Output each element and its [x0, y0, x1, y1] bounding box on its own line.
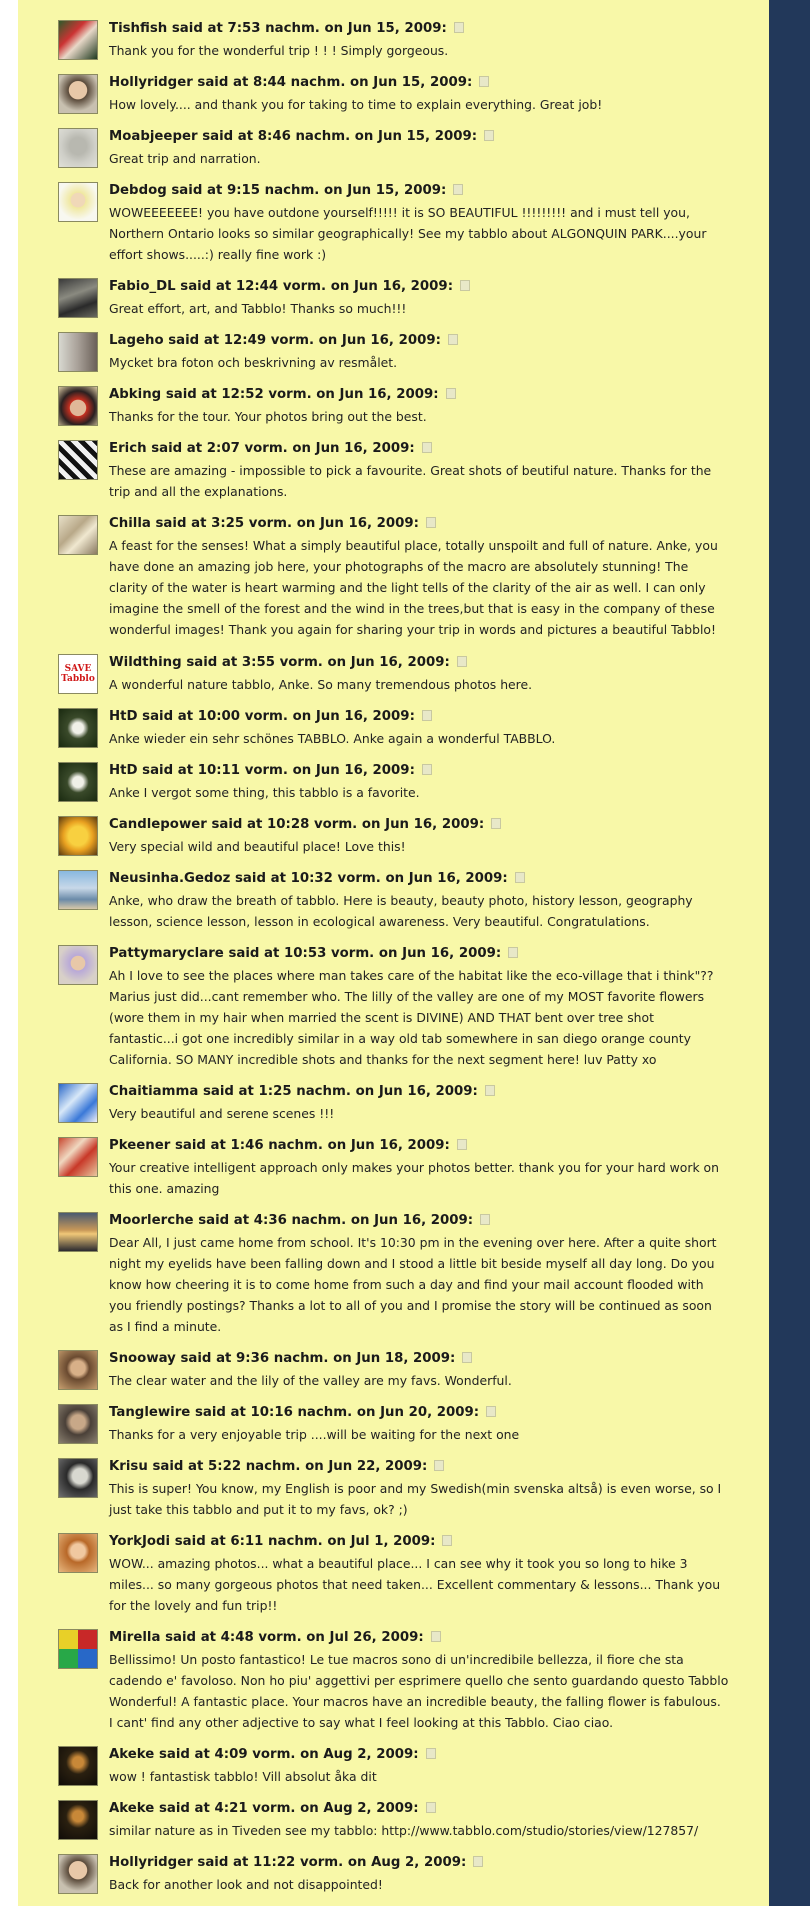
- comment-author[interactable]: Tanglewire: [109, 1405, 191, 1420]
- said-at-label: said at: [158, 1747, 210, 1762]
- flag-icon[interactable]: [434, 1460, 444, 1471]
- avatar[interactable]: [58, 332, 98, 372]
- comment-author[interactable]: Chaitiamma: [109, 1084, 199, 1099]
- comment-header: Neusinha.Gedoz said at 10:32 vorm. on Jun 16, 2009:: [109, 870, 781, 888]
- avatar[interactable]: [58, 278, 98, 318]
- on-label: on: [296, 516, 316, 531]
- comment-header: Akeke said at 4:21 vorm. on Aug 2, 2009:: [109, 1800, 781, 1818]
- comment-time: 12:44 vorm.: [235, 279, 327, 294]
- comment-date: Jun 15, 2009: [347, 21, 442, 36]
- comment-time: 3:25 vorm.: [211, 516, 293, 531]
- comment-text: How lovely.... and thank you for taking to time to explain everything. Great job!: [109, 97, 603, 112]
- comment-author[interactable]: Erich: [109, 441, 147, 456]
- flag-icon[interactable]: [426, 1748, 436, 1759]
- avatar[interactable]: [58, 128, 98, 168]
- on-label: on: [378, 946, 398, 961]
- comment-header: Fabio_DL said at 12:44 vorm. on Jun 16, 2009:: [109, 278, 781, 296]
- comment-text: Great trip and narration.: [109, 151, 261, 166]
- comment-header: Hollyridger said at 8:44 nachm. on Jun 15, 2009:: [109, 74, 781, 92]
- said-at-label: said at: [202, 129, 254, 144]
- avatar[interactable]: [58, 762, 98, 802]
- on-label: on: [292, 441, 311, 456]
- comment-time: 10:32 vorm.: [290, 871, 381, 886]
- on-label: on: [300, 1747, 319, 1762]
- comment-author[interactable]: Pkeener: [109, 1138, 171, 1153]
- comment-author[interactable]: Candlepower: [109, 817, 207, 832]
- on-label: on: [330, 279, 350, 294]
- comment-text: Dear All, I just came home from school. It's 10:30 pm in the evening over here. After a quite short night my eyelids have been falling down and I stood a little bit beside myself all day long. Do you know how cheering it is to come home from such a day and find your mail account flooded with you friendly postings? Thanks a lot to all of you and I promise the story will be continued as soon as I find a minute.: [109, 1235, 717, 1334]
- comment-text: Anke I vergot some thing, this tabblo is a favorite.: [109, 785, 420, 800]
- comment-text: Thank you for the wonderful trip ! ! ! Simply gorgeous.: [109, 43, 449, 58]
- comment-text: Great effort, art, and Tabblo! Thanks so much!!!: [109, 301, 407, 316]
- said-at-label: said at: [197, 75, 249, 90]
- comment-date: Jun 16, 2009: [378, 1084, 473, 1099]
- comment-header: Moorlerche said at 4:36 nachm. on Jun 16, 2009:: [109, 1212, 781, 1230]
- comment-text: Thanks for the tour. Your photos bring out the best.: [109, 409, 427, 424]
- avatar[interactable]: [58, 654, 98, 694]
- comment-author[interactable]: Debdog: [109, 183, 167, 198]
- comment-date: Jun 16, 2009: [385, 817, 479, 832]
- on-label: on: [305, 1459, 324, 1474]
- comment-date: Aug 2, 2009: [371, 1855, 461, 1870]
- comment-text: Very special wild and beautiful place! Love this!: [109, 839, 406, 854]
- avatar[interactable]: [58, 945, 98, 985]
- comment-time: 4:09 vorm.: [214, 1747, 296, 1762]
- comment-text: WOWEEEEEEE! you have outdone yourself!!!!! it is SO BEAUTIFUL !!!!!!!!! and i must tell you, Northern Ontario looks so similar geographically! See my tabblo about ALGONQUIN PARK....your effort shows.....:) really fine work :): [109, 205, 707, 262]
- comment-time: 10:16 nachm.: [250, 1405, 353, 1420]
- said-at-label: said at: [165, 387, 217, 402]
- comment-author[interactable]: HtD: [109, 763, 138, 778]
- on-label: on: [327, 1138, 347, 1153]
- comment-date: Jun 16, 2009: [402, 946, 496, 961]
- said-at-label: said at: [198, 1213, 250, 1228]
- comment-author[interactable]: Hollyridger: [109, 75, 193, 90]
- flag-icon[interactable]: [462, 1352, 472, 1363]
- comment-time: 9:15 nachm.: [226, 183, 320, 198]
- comment-date: Jun 16, 2009: [350, 655, 445, 670]
- comment-header: Pkeener said at 1:46 nachm. on Jun 16, 2009:: [109, 1137, 781, 1155]
- avatar[interactable]: [58, 386, 98, 426]
- said-at-label: said at: [142, 763, 194, 778]
- comment-author[interactable]: Akeke: [109, 1747, 155, 1762]
- avatar[interactable]: [58, 1083, 98, 1123]
- flag-icon[interactable]: [457, 656, 467, 667]
- on-label: on: [361, 817, 381, 832]
- on-label: on: [327, 655, 347, 670]
- on-label: on: [300, 1801, 319, 1816]
- comment-text: This is super! You know, my English is poor and my Swedish(min svenska altså) is even worse, so I just take this tabblo and put it to my favs, ok? ;): [109, 1481, 722, 1517]
- comment-date: Aug 2, 2009: [323, 1801, 414, 1816]
- flag-icon[interactable]: [491, 818, 501, 829]
- avatar[interactable]: [58, 1350, 98, 1390]
- comment-header: Mirella said at 4:48 vorm. on Jul 26, 2009:: [109, 1629, 781, 1647]
- comment-header: Krisu said at 5:22 nachm. on Jun 22, 2009:: [109, 1458, 781, 1476]
- comment-text: These are amazing - impossible to pick a favourite. Great shots of beutiful nature. Thanks for the trip and all the explanations.: [109, 463, 712, 499]
- comment-date: Jun 15, 2009: [378, 129, 472, 144]
- comment-date: Jun 16, 2009: [353, 279, 448, 294]
- on-label: on: [292, 709, 312, 724]
- comment-author[interactable]: Akeke: [109, 1801, 155, 1816]
- flag-icon[interactable]: [457, 1139, 467, 1150]
- said-at-label: said at: [174, 1534, 226, 1549]
- on-label: on: [292, 763, 312, 778]
- on-label: on: [324, 183, 343, 198]
- comment-date: Jun 16, 2009: [374, 1213, 468, 1228]
- said-at-label: said at: [235, 871, 286, 886]
- comment-time: 3:55 vorm.: [241, 655, 323, 670]
- comment-date: Jun 16, 2009: [315, 763, 410, 778]
- comment-time: 4:48 vorm.: [220, 1630, 302, 1645]
- comment-date: Jun 16, 2009: [339, 387, 434, 402]
- page-margin-right: [769, 0, 810, 1906]
- on-label: on: [350, 1213, 370, 1228]
- comment-text: A feast for the senses! What a simply beautiful place, totally unspoilt and full of nature. Anke, you have done an amazing job here, your photographs of the macro are absolutely stunning! The clarity of the water is heart warming and the light tells of the clarity of the air as well. I can only imagine the smell of the forest and the wind in the trees,but that is easy in the company of these wonderful images! Thank you again for sharing your trip in words and pictures a beautiful Tabblo!: [109, 538, 718, 637]
- flag-icon[interactable]: [515, 872, 525, 883]
- said-at-label: said at: [171, 21, 223, 36]
- avatar[interactable]: [58, 515, 98, 555]
- said-at-label: said at: [211, 817, 263, 832]
- flag-icon[interactable]: [454, 22, 464, 33]
- comment-header: HtD said at 10:00 vorm. on Jun 16, 2009:: [109, 708, 781, 726]
- comment-time: 7:53 nachm.: [227, 21, 320, 36]
- said-at-label: said at: [158, 1801, 210, 1816]
- on-label: on: [324, 21, 344, 36]
- avatar[interactable]: [58, 182, 98, 222]
- said-at-label: said at: [171, 183, 223, 198]
- comment-date: Jun 18, 2009: [356, 1351, 451, 1366]
- comment-date: Jun 16, 2009: [315, 441, 410, 456]
- comment-author[interactable]: Pattymaryclare: [109, 946, 224, 961]
- flag-icon[interactable]: [486, 1406, 496, 1417]
- comment-time: 5:22 nachm.: [208, 1459, 301, 1474]
- on-label: on: [356, 1405, 376, 1420]
- comment-text: Anke, who draw the breath of tabblo. Here is beauty, beauty photo, history lesson, geography lesson, science lesson, lesson in ecological awareness. Very beautiful. Congratulations.: [109, 893, 693, 929]
- flag-icon[interactable]: [508, 947, 518, 958]
- avatar[interactable]: [58, 20, 98, 60]
- comment-text: Back for another look and not disappointed!: [109, 1877, 383, 1892]
- on-label: on: [316, 387, 335, 402]
- comment-date: Jun 16, 2009: [350, 1138, 445, 1153]
- comment-time: 6:11 nachm.: [230, 1534, 323, 1549]
- comment-header: Debdog said at 9:15 nachm. on Jun 15, 2009:: [109, 182, 781, 200]
- flag-icon[interactable]: [485, 1085, 495, 1096]
- avatar[interactable]: [58, 708, 98, 748]
- comment-time: 9:36 nachm.: [236, 1351, 329, 1366]
- comment-time: 10:28 vorm.: [267, 817, 358, 832]
- comment-author[interactable]: Hollyridger: [109, 1855, 193, 1870]
- flag-icon[interactable]: [484, 130, 494, 141]
- said-at-label: said at: [202, 1084, 254, 1099]
- comment-header: Abking said at 12:52 vorm. on Jun 16, 2009:: [109, 386, 781, 404]
- flag-icon[interactable]: [453, 184, 463, 195]
- comment-text: Your creative intelligent approach only makes your photos better. thank you for your hard work on this one. amazing: [109, 1160, 719, 1196]
- comment-text: similar nature as in Tiveden see my tabblo: http://www.tabblo.com/studio/stories/view/127857/: [109, 1823, 699, 1838]
- comment-header: HtD said at 10:11 vorm. on Jun 16, 2009:: [109, 762, 781, 780]
- comment-date: Jun 16, 2009: [315, 709, 410, 724]
- comment-header: Wildthing said at 3:55 vorm. on Jun 16, 2009:: [109, 654, 781, 672]
- comment-header: Tanglewire said at 10:16 nachm. on Jun 20, 2009:: [109, 1404, 781, 1422]
- flag-icon[interactable]: [473, 1856, 483, 1867]
- avatar[interactable]: [58, 1137, 98, 1177]
- comment-text: Mycket bra foton och beskrivning av resmålet.: [109, 355, 398, 370]
- said-at-label: said at: [186, 655, 238, 670]
- flag-icon[interactable]: [426, 517, 436, 528]
- comment-header: Tishfish said at 7:53 nachm. on Jun 15, 2009:: [109, 20, 781, 38]
- said-at-label: said at: [168, 333, 220, 348]
- flag-icon[interactable]: [446, 388, 456, 399]
- comment-author[interactable]: Chilla: [109, 516, 151, 531]
- comment-date: Jun 15, 2009: [347, 183, 441, 198]
- flag-icon[interactable]: [460, 280, 470, 291]
- flag-icon[interactable]: [426, 1802, 436, 1813]
- comment-date: Jun 15, 2009: [373, 75, 467, 90]
- said-at-label: said at: [194, 1405, 246, 1420]
- comment-time: 10:53 vorm.: [284, 946, 375, 961]
- avatar[interactable]: [58, 1746, 98, 1786]
- avatar[interactable]: [58, 1458, 98, 1498]
- comment-header: Moabjeeper said at 8:46 nachm. on Jun 15, 2009:: [109, 128, 781, 146]
- comment-author[interactable]: Tishfish: [109, 21, 168, 36]
- comment-time: 1:46 nachm.: [230, 1138, 323, 1153]
- avatar[interactable]: [58, 1800, 98, 1840]
- comment-text: Thanks for a very enjoyable trip ....will be waiting for the next one: [109, 1427, 520, 1442]
- comment-time: 4:21 vorm.: [214, 1801, 296, 1816]
- flag-icon[interactable]: [479, 76, 489, 87]
- flag-icon[interactable]: [448, 334, 458, 345]
- said-at-label: said at: [152, 1459, 204, 1474]
- comment-author[interactable]: Moabjeeper: [109, 129, 198, 144]
- comment-time: 12:52 vorm.: [221, 387, 312, 402]
- page-margin-left: [0, 0, 18, 1906]
- comment-author[interactable]: Abking: [109, 387, 162, 402]
- comment-author[interactable]: Lageho: [109, 333, 164, 348]
- said-at-label: said at: [142, 709, 194, 724]
- comment-header: Hollyridger said at 11:22 vorm. on Aug 2, 2009:: [109, 1854, 781, 1872]
- comment-author[interactable]: Fabio_DL: [109, 279, 176, 294]
- said-at-label: said at: [174, 1138, 226, 1153]
- flag-icon[interactable]: [442, 1535, 452, 1546]
- avatar[interactable]: [58, 1629, 98, 1669]
- comment-text: Very beautiful and serene scenes !!!: [109, 1106, 335, 1121]
- on-label: on: [333, 1351, 352, 1366]
- flag-icon[interactable]: [431, 1631, 441, 1642]
- comment-date: Jun 22, 2009: [328, 1459, 423, 1474]
- on-label: on: [347, 1855, 367, 1870]
- comment-date: Jun 16, 2009: [341, 333, 436, 348]
- avatar[interactable]: [58, 1212, 98, 1252]
- comment-date: Jun 16, 2009: [408, 871, 503, 886]
- flag-icon[interactable]: [422, 764, 432, 775]
- avatar[interactable]: [58, 440, 98, 480]
- comment-author[interactable]: YorkJodi: [109, 1534, 171, 1549]
- comment-header: Chaitiamma said at 1:25 nachm. on Jun 16, 2009:: [109, 1083, 781, 1101]
- comment-text: A wonderful nature tabblo, Anke. So many tremendous photos here.: [109, 677, 533, 692]
- said-at-label: said at: [197, 1855, 249, 1870]
- comment-text: wow ! fantastisk tabblo! Vill absolut åka dit: [109, 1769, 377, 1784]
- said-at-label: said at: [180, 279, 232, 294]
- comment-date: Jul 1, 2009: [350, 1534, 431, 1549]
- avatar[interactable]: [58, 1854, 98, 1894]
- comment-header: Lageho said at 12:49 vorm. on Jun 16, 2009:: [109, 332, 781, 350]
- comment-author[interactable]: Snooway: [109, 1351, 176, 1366]
- comment-author[interactable]: Wildthing: [109, 655, 182, 670]
- comment-time: 8:46 nachm.: [257, 129, 351, 144]
- on-label: on: [355, 1084, 375, 1099]
- comment-time: 2:07 vorm.: [206, 441, 288, 456]
- comment-author[interactable]: Krisu: [109, 1459, 148, 1474]
- comment-header: YorkJodi said at 6:11 nachm. on Jul 1, 2009:: [109, 1533, 781, 1551]
- said-at-label: said at: [228, 946, 280, 961]
- on-label: on: [327, 1534, 346, 1549]
- save-tabblo-logo: SAVE Tabblo: [61, 664, 95, 684]
- avatar[interactable]: [58, 74, 98, 114]
- said-at-label: said at: [165, 1630, 217, 1645]
- comment-text: The clear water and the lily of the valley are my favs. Wonderful.: [109, 1373, 512, 1388]
- comment-author[interactable]: Neusinha.Gedoz: [109, 871, 231, 886]
- on-label: on: [350, 75, 369, 90]
- comment-date: Aug 2, 2009: [323, 1747, 414, 1762]
- comment-header: Candlepower said at 10:28 vorm. on Jun 16, 2009:: [109, 816, 781, 834]
- comment-date: Jul 26, 2009: [329, 1630, 419, 1645]
- comment-text: WOW... amazing photos... what a beautiful place... I can see why it took you so long to hike 3 miles... so many gorgeous photos that need taken... Excellent commentary & lessons... Thank you for the lovely and fun trip!!: [109, 1556, 721, 1613]
- comment-header: Pattymaryclare said at 10:53 vorm. on Jun 16, 2009:: [109, 945, 781, 963]
- comment-header: Snooway said at 9:36 nachm. on Jun 18, 2009:: [109, 1350, 781, 1368]
- comment-time: 1:25 nachm.: [258, 1084, 351, 1099]
- said-at-label: said at: [180, 1351, 232, 1366]
- on-label: on: [354, 129, 374, 144]
- comment-date: Jun 16, 2009: [319, 516, 414, 531]
- flag-icon[interactable]: [422, 710, 432, 721]
- comment-time: 8:44 nachm.: [252, 75, 346, 90]
- comment-header: Chilla said at 3:25 vorm. on Jun 16, 2009:: [109, 515, 781, 533]
- comment-text: Anke wieder ein sehr schönes TABBLO. Anke again a wonderful TABBLO.: [109, 731, 556, 746]
- said-at-label: said at: [151, 441, 203, 456]
- comment-time: 12:49 vorm.: [223, 333, 315, 348]
- comment-time: 10:11 vorm.: [197, 763, 288, 778]
- comment-text: Ah I love to see the places where man takes care of the habitat like the eco-village that i think"?? Marius just did...cant remember who. The lilly of the valley are one of my MOST favorite flowers (wore them in my hair when married the scent is DIVINE) AND THAT bent over tree shot fantastic...i got one incredibly similar in a way old tab somewhere in san diego orange county California. SO MANY incredible shots and thanks for the next segment here! luv Patty xo: [109, 968, 714, 1067]
- said-at-label: said at: [155, 516, 207, 531]
- comment-author[interactable]: HtD: [109, 709, 138, 724]
- comment-header: Erich said at 2:07 vorm. on Jun 16, 2009:: [109, 440, 781, 458]
- comments-panel: [18, 0, 769, 1906]
- comment-time: 10:00 vorm.: [197, 709, 288, 724]
- comment-header: Akeke said at 4:09 vorm. on Aug 2, 2009:: [109, 1746, 781, 1764]
- avatar[interactable]: [58, 1533, 98, 1573]
- comment-text: Bellissimo! Un posto fantastico! Le tue macros sono di un'incredibile bellezza, il fiore che sta cadendo e' favoloso. Non ho piu' aggettivi per esprimere quello che sento guardando questo Tabblo Wonderful! A fantastic place. Your macros have an incredible beauty, the falling flower is fabulous. I cant' find any other adjective to say what I feel looking at this Tabblo. Ciao ciao.: [109, 1652, 729, 1730]
- comment-author[interactable]: Moorlerche: [109, 1213, 194, 1228]
- on-label: on: [318, 333, 338, 348]
- on-label: on: [306, 1630, 325, 1645]
- avatar[interactable]: [58, 816, 98, 856]
- avatar[interactable]: [58, 870, 98, 910]
- comment-author[interactable]: Mirella: [109, 1630, 161, 1645]
- comment-date: Jun 20, 2009: [380, 1405, 474, 1420]
- avatar[interactable]: [58, 1404, 98, 1444]
- comment-time: 11:22 vorm.: [252, 1855, 344, 1870]
- on-label: on: [385, 871, 405, 886]
- flag-icon[interactable]: [422, 442, 432, 453]
- flag-icon[interactable]: [480, 1214, 490, 1225]
- comment-time: 4:36 nachm.: [253, 1213, 347, 1228]
